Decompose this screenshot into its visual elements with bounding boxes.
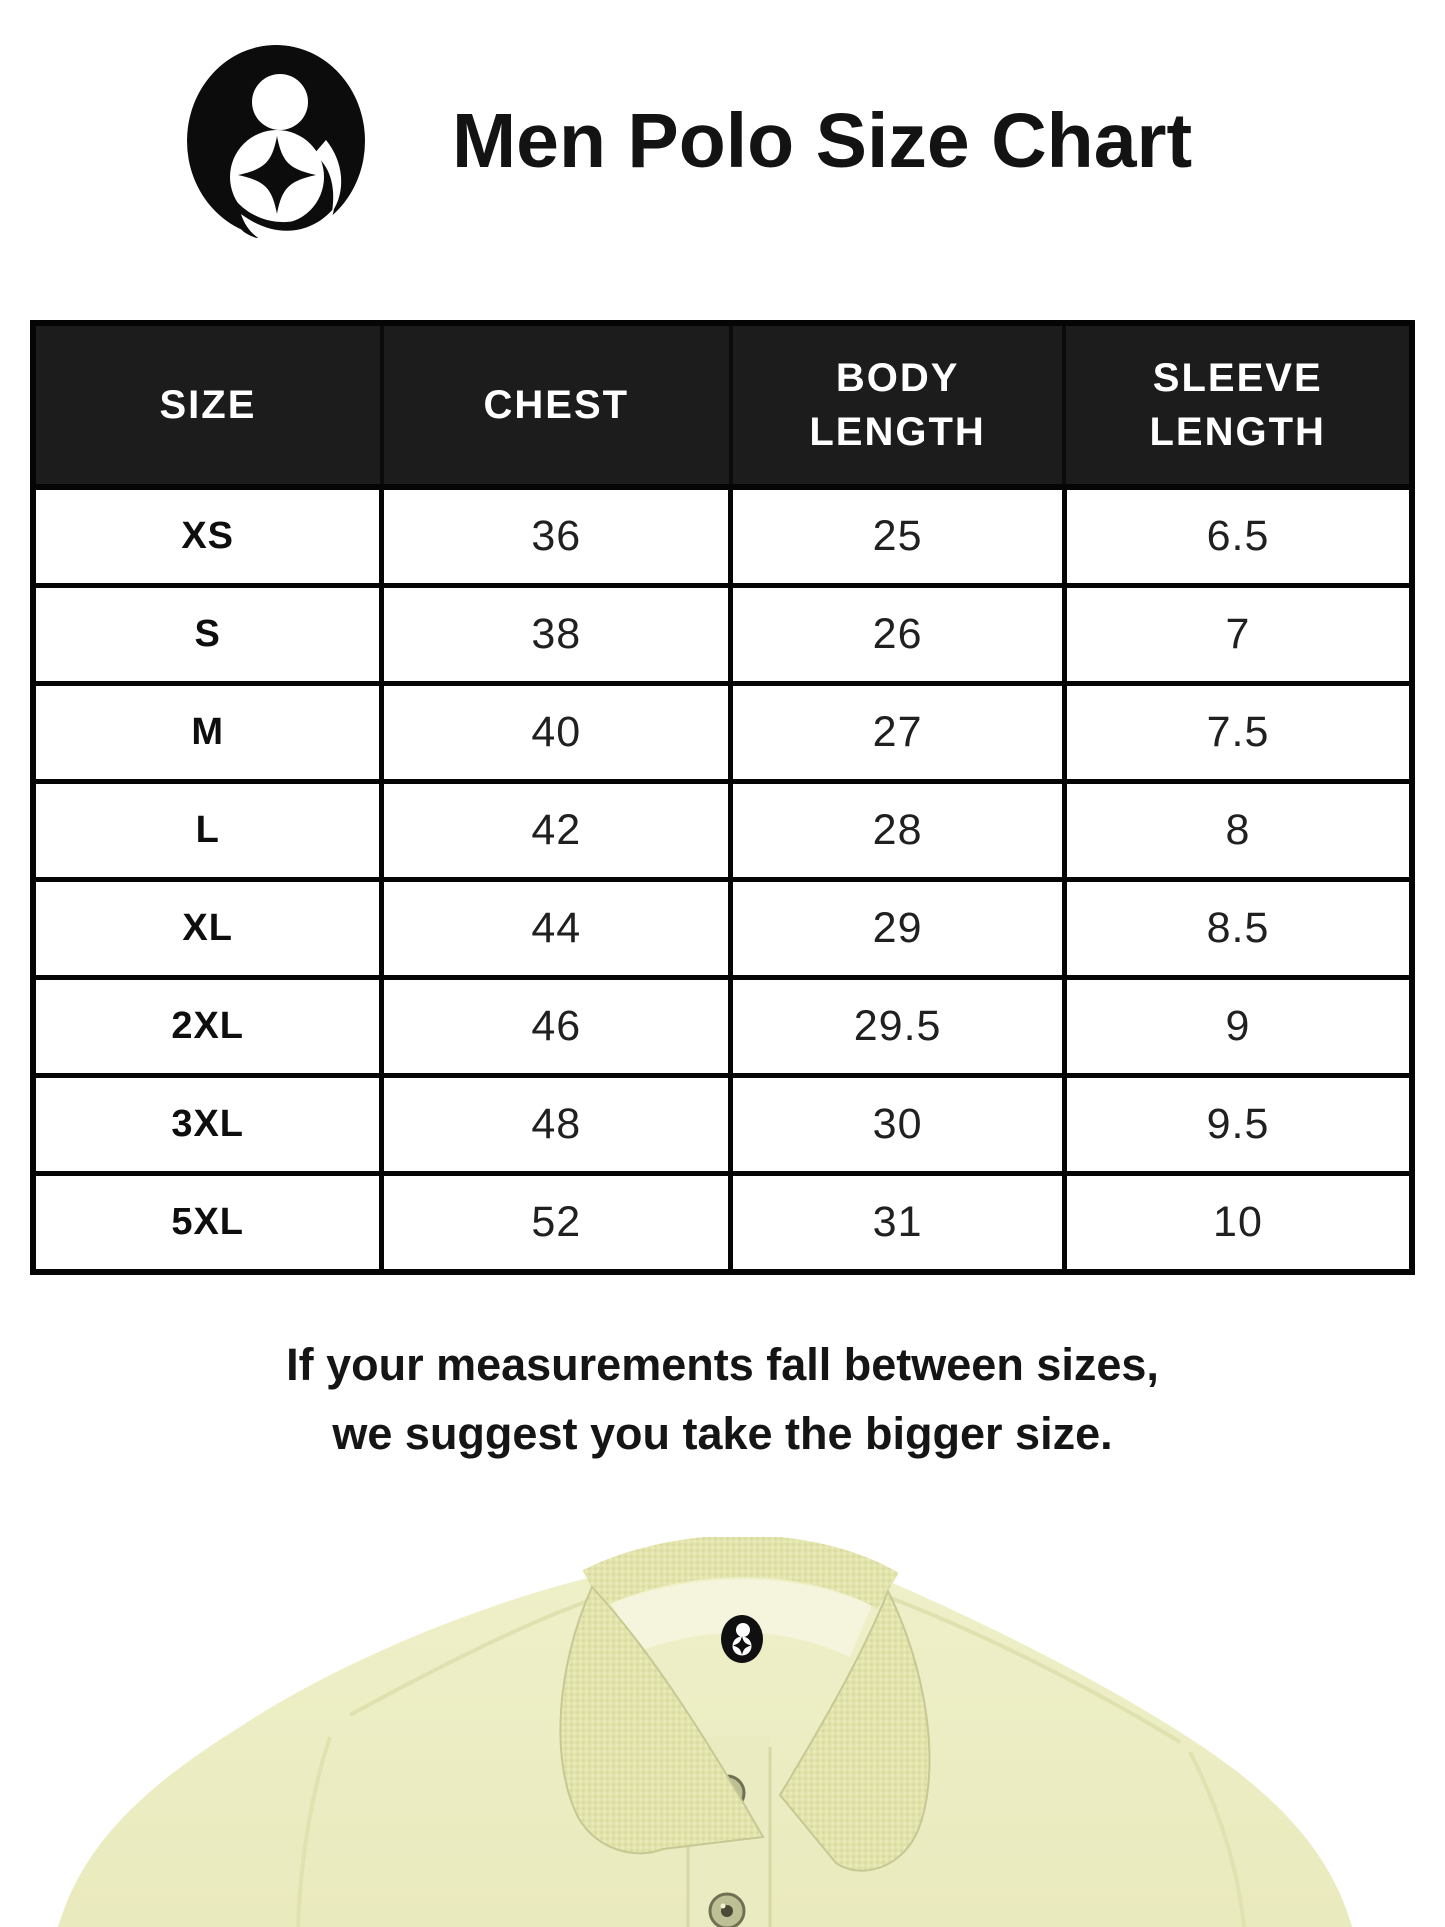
table-header-row: [33, 323, 1412, 487]
cell-chest: 48: [382, 1076, 731, 1174]
table-row: [33, 978, 1412, 1076]
cell-size: 5XL: [33, 1174, 382, 1273]
cell-size: 3XL: [33, 1076, 382, 1174]
cell-body-length: 29.5: [731, 978, 1065, 1076]
column-header-size: SIZE: [33, 323, 382, 487]
cell-chest: 40: [382, 684, 731, 782]
cell-body-length: 27: [731, 684, 1065, 782]
cell-size: S: [33, 586, 382, 684]
cell-chest: 52: [382, 1174, 731, 1273]
cell-chest: 38: [382, 586, 731, 684]
cell-sleeve-length: 6.5: [1064, 487, 1412, 586]
cell-sleeve-length: 7: [1064, 586, 1412, 684]
polo-shirt-image: [0, 1537, 1445, 1927]
column-header-chest: CHEST: [382, 323, 731, 487]
cell-size: M: [33, 684, 382, 782]
cell-body-length: 29: [731, 880, 1065, 978]
column-header-body-length: BODY LENGTH: [731, 323, 1065, 487]
cell-chest: 42: [382, 782, 731, 880]
cell-body-length: 30: [731, 1076, 1065, 1174]
cell-body-length: 25: [731, 487, 1065, 586]
cell-size: XL: [33, 880, 382, 978]
cell-body-length: 31: [731, 1174, 1065, 1273]
cell-body-length: 28: [731, 782, 1065, 880]
sizing-note-line1: If your measurements fall between sizes,: [286, 1339, 1159, 1390]
table-row: [33, 782, 1412, 880]
polo-button: [710, 1894, 744, 1927]
cell-sleeve-length: 10: [1064, 1174, 1412, 1273]
cell-size: XS: [33, 487, 382, 586]
table-row: [33, 1076, 1412, 1174]
cell-chest: 44: [382, 880, 731, 978]
table-row: [33, 1174, 1412, 1273]
table-row: [33, 880, 1412, 978]
cell-body-length: 26: [731, 586, 1065, 684]
cell-sleeve-length: 9.5: [1064, 1076, 1412, 1174]
column-header-sleeve-length: SLEEVE LENGTH: [1064, 323, 1412, 487]
mother-baby-logo-icon: [186, 44, 367, 238]
page-title: Men Polo Size Chart: [452, 97, 1193, 184]
table-row: [33, 586, 1412, 684]
table-row: [33, 487, 1412, 586]
cell-sleeve-length: 9: [1064, 978, 1412, 1076]
table-row: [33, 684, 1412, 782]
cell-sleeve-length: 8: [1064, 782, 1412, 880]
cell-sleeve-length: 7.5: [1064, 684, 1412, 782]
sizing-note: [0, 1330, 1445, 1468]
cell-size: 2XL: [33, 978, 382, 1076]
cell-chest: 46: [382, 978, 731, 1076]
cell-chest: 36: [382, 487, 731, 586]
collar-logo-icon: [721, 1615, 763, 1663]
size-chart-table: [30, 320, 1415, 1275]
sizing-note-line2: we suggest you take the bigger size.: [332, 1408, 1113, 1459]
cell-size: L: [33, 782, 382, 880]
cell-sleeve-length: 8.5: [1064, 880, 1412, 978]
